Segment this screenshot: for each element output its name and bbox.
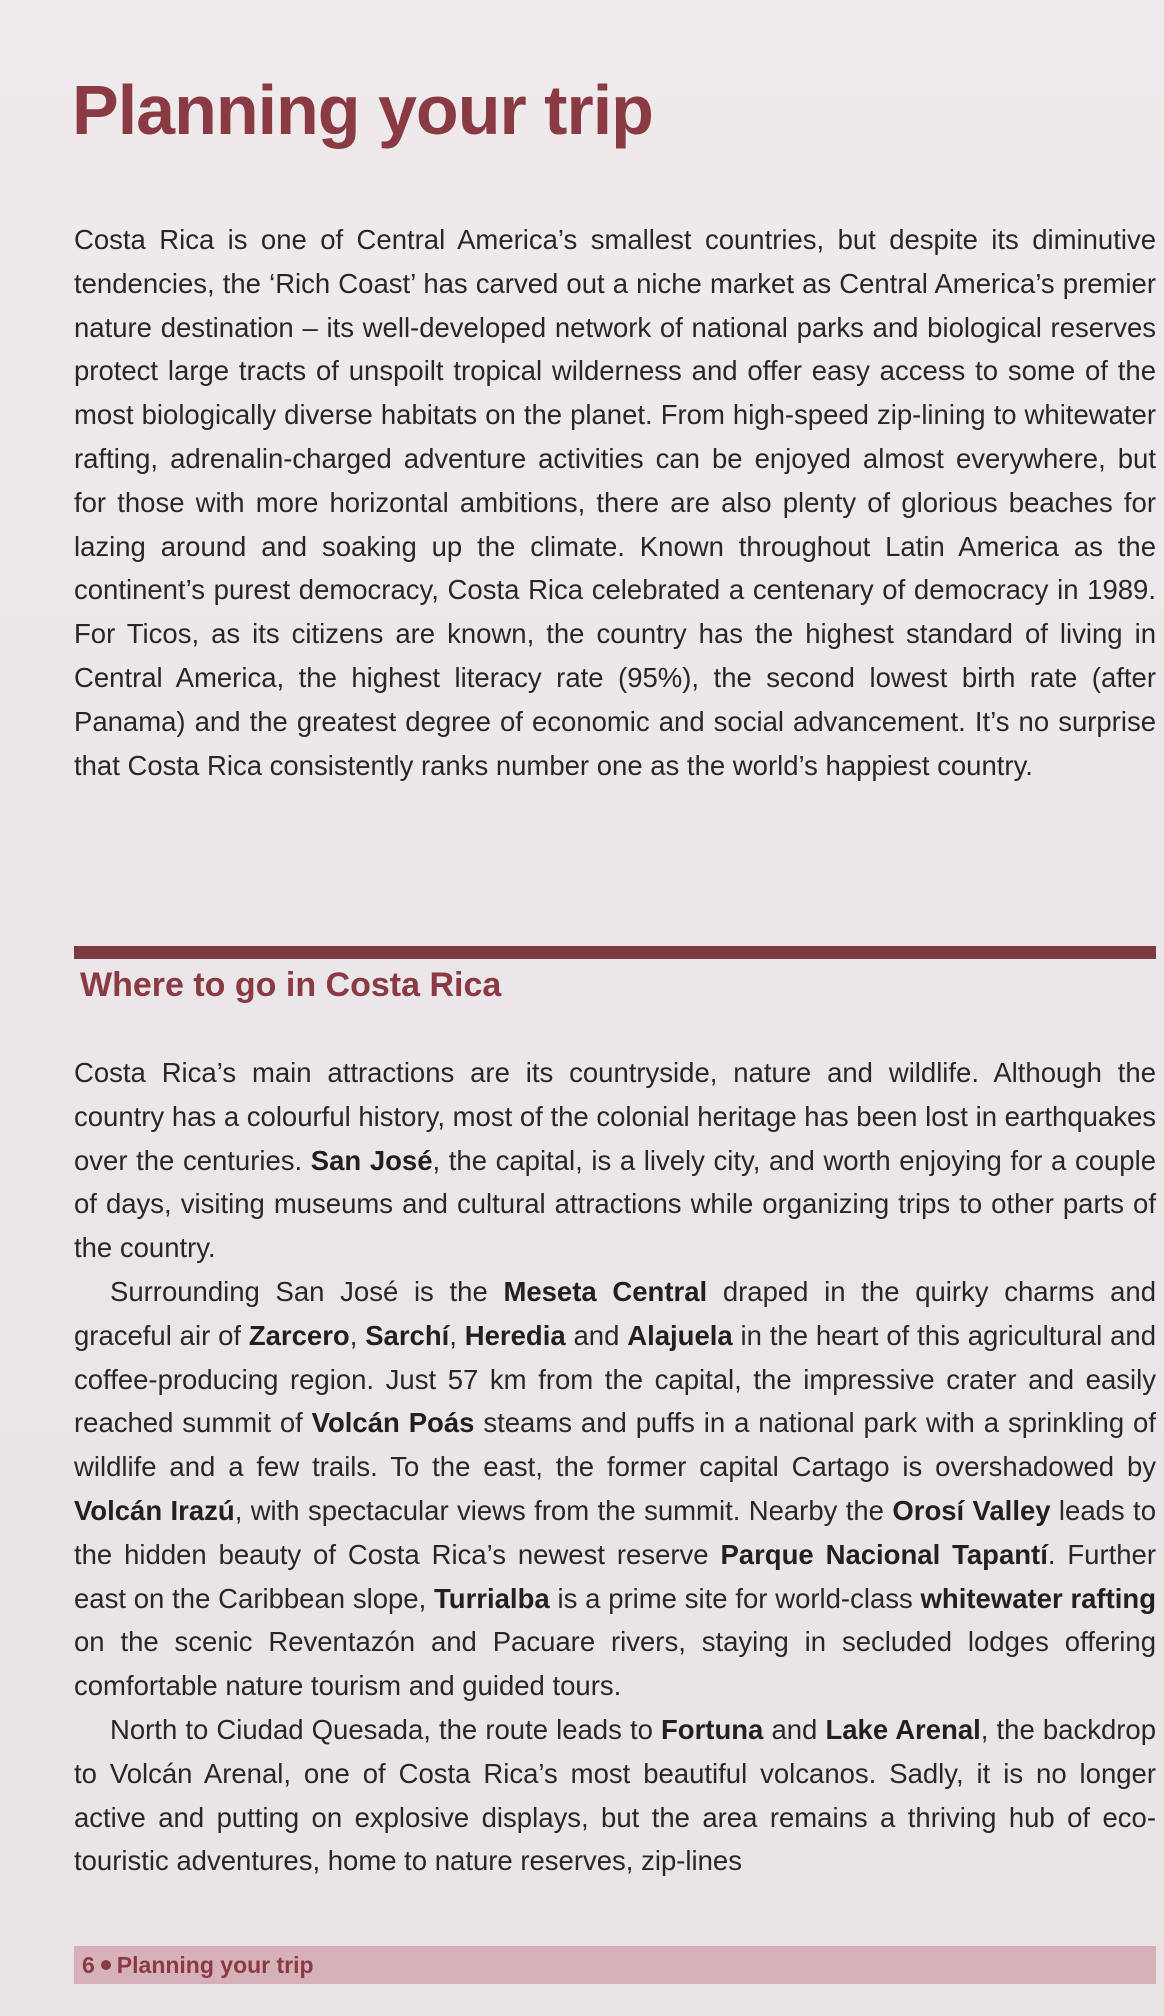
text-run: is a prime site for world-class [549, 1582, 921, 1614]
body-paragraph-3 [74, 1708, 1156, 1883]
text-run: Costa Rica’s main attractions are its countryside, nature and wildlife. Although the country has a colourful history, most of the colonial heritage has been lost in earthquakes over the centuries. [74, 1057, 1156, 1176]
place-name: Volcán Irazú [74, 1494, 235, 1526]
intro-paragraph: Costa Rica is one of Central America’s smallest countries, but despite its diminutive tendencies, the ‘Rich Coast’ has carved out a niche market as Central America’s premier nature destination – its well-developed network of national parks and biological reserves protect large tracts of unspoilt tropical wilderness and offer easy access to some of the most biologically diverse habitats on the planet. From high-speed zip-lining to whitewater rafting, adrenalin-charged adventure activities can be enjoyed almost everywhere, but for those with more horizontal ambitions, there are also plenty of glorious beaches for lazing around and soaking up the climate. Known throughout Latin America as the continent’s purest democracy, Costa Rica celebrated a centenary of democracy in 1989. For Ticos, as its citizens are known, the country has the highest standard of living in Central America, the highest literacy rate (95%), the second lowest birth rate (after Panama) and the greatest degree of economic and social advancement. It’s no surprise that Costa Rica consistently ranks number one as the world’s happiest country. [74, 224, 1156, 781]
place-name: Fortuna [660, 1713, 764, 1745]
text-run: , with spectacular views from the summit. Nearby the [234, 1494, 893, 1526]
text-run: leads to the hidden beauty of Costa Rica’s newest reserve [74, 1494, 1156, 1570]
place-name: San José [310, 1144, 433, 1176]
place-name: Alajuela [627, 1319, 733, 1351]
text-run: in the heart of this agricultural and coffee-producing region. Just 57 km from the capital, the impressive crater and easily reached summit of [74, 1319, 1156, 1439]
page-footer [82, 1950, 314, 1980]
body-paragraph-1 [74, 1051, 1156, 1270]
section-heading: Where to go in Costa Rica [80, 966, 502, 1004]
text-run: , [349, 1319, 366, 1351]
text-run: and [763, 1713, 826, 1745]
page-number: 6 [82, 1952, 95, 1978]
text-run: . Further east on the Caribbean slope, [74, 1538, 1157, 1614]
bullet-icon [101, 1960, 111, 1970]
place-name: Orosí Valley [892, 1494, 1051, 1526]
text-run: , the backdrop to Volcán Arenal, one of Costa Rica’s most beautiful volcanos. Sadly, it is no longer active and putting on explosive displays, but the area remains a thriving hub of eco-touristic adventures, home to nature reserves, zip-lines [74, 1713, 1156, 1877]
place-name: Parque Nacional Tapantí [720, 1538, 1048, 1570]
place-name: whitewater rafting [920, 1582, 1156, 1614]
section-divider [74, 946, 1156, 959]
text-run: on the scenic Reventazón and Pacuare rivers, staying in secluded lodges offering comfortable nature tourism and guided tours. [74, 1626, 1156, 1702]
place-name: Sarchí [365, 1319, 450, 1351]
text-run: and [565, 1319, 628, 1351]
section-body [74, 1051, 1156, 1883]
place-name: Zarcero [248, 1319, 350, 1351]
place-name: Lake Arenal [825, 1713, 981, 1745]
page-title: Planning your trip [72, 71, 653, 149]
text-run: North to Ciudad Quesada, the route leads to [110, 1713, 661, 1745]
place-name: Heredia [464, 1319, 566, 1351]
text-run: Surrounding San José is the [110, 1275, 504, 1307]
place-name: Turrialba [434, 1582, 550, 1614]
text-run: , [449, 1319, 465, 1351]
running-title: Planning your trip [116, 1952, 314, 1978]
text-run: steams and puffs in a national park with a sprinkling of wildlife and a few trails. To the east, the former capital Cartago is overshadowed by [74, 1407, 1156, 1483]
text-run: draped in the quirky charms and graceful air of [74, 1275, 1156, 1351]
text-run: , the capital, is a lively city, and worth enjoying for a couple of days, visiting museums and cultural attractions while organizing trips to other parts of the country. [74, 1144, 1156, 1264]
place-name: Volcán Poás [311, 1407, 475, 1439]
body-paragraph-2 [74, 1270, 1156, 1708]
place-name: Meseta Central [503, 1275, 708, 1307]
